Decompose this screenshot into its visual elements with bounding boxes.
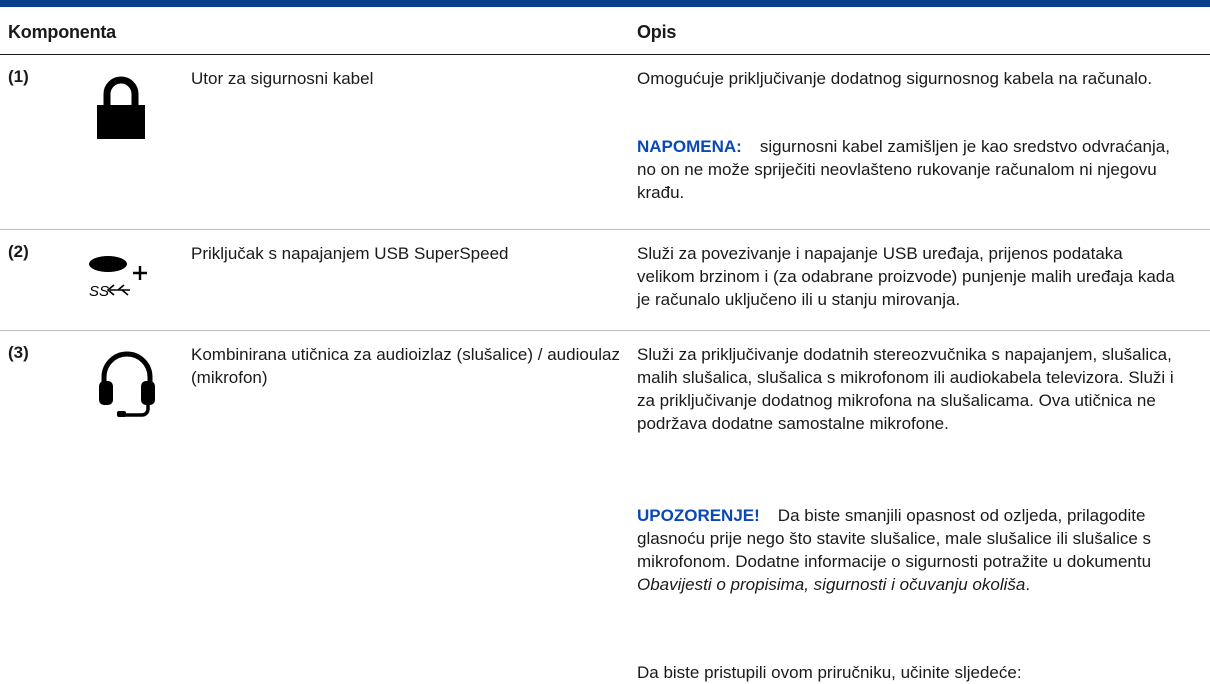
access-instructions: Da biste pristupili ovom priručniku, učinite sljedeće: [637,663,1022,682]
usb-superspeed-charging-icon [84,252,164,309]
row-number: (2) [8,242,29,261]
header-component: Komponenta [8,22,116,42]
table-row [0,331,1210,682]
row-number: (1) [8,67,29,86]
table-row [0,55,1210,230]
note-text: sigurnosni kabel zamišljen je kao sredstvo odvraćanja, no on ne može spriječiti neovlašteno rukovanje računalom ni njegovu krađu. [637,137,1170,202]
warning-text: Da biste smanjili opasnost od ozljeda, prilagodite glasnoću prije nego što stavite slušalice, male slušalice ili slušalice s mikrofonom. Dodatne informacije o sigurnosti potražite u dokumentu [637,506,1152,571]
note-label: NAPOMENA: [637,137,742,156]
row-number: (3) [8,343,29,362]
component-name: Utor za sigurnosni kabel [191,69,374,88]
lock-icon [95,75,147,146]
headset-icon [97,351,157,422]
table-row [0,230,1210,331]
top-accent-bar [0,0,1210,7]
warning-document-title: Obavijesti o propisima, sigurnosti i očuvanju okoliša [637,575,1026,594]
component-name: Kombinirana utičnica za audioizlaz (slušalice) / audioulaz (mikrofon) [191,345,621,387]
header-description: Opis [637,22,677,42]
usb-ss-text: SS [89,283,110,300]
warning-end: . [1025,575,1031,594]
component-name: Priključak s napajanjem USB SuperSpeed [191,244,509,263]
component-description: Služi za priključivanje dodatnih stereozvučnika s napajanjem, slušalica, malih slušalica, slušalica s mikrofonom ili audiokabela televizora. Služi i za priključivanje dodatnog mikrofona na slušalicama. Ova utičnica ne podržava dodatne samostalne mikrofone. [637,345,1174,433]
warning-label: UPOZORENJE! [637,506,760,525]
component-description: Omogućuje priključivanje dodatnog sigurnosnog kabela na računalo. [637,69,1153,88]
warning-block [637,504,1177,596]
table-header [0,7,1210,55]
note-block [637,135,1177,204]
component-description: Služi za povezivanje i napajanje USB uređaja, prijenos podataka velikom brzinom i (za odabrane proizvode) punjenje malih uređaja kada je računalo uključeno ili u stanju mirovanja. [637,244,1175,309]
